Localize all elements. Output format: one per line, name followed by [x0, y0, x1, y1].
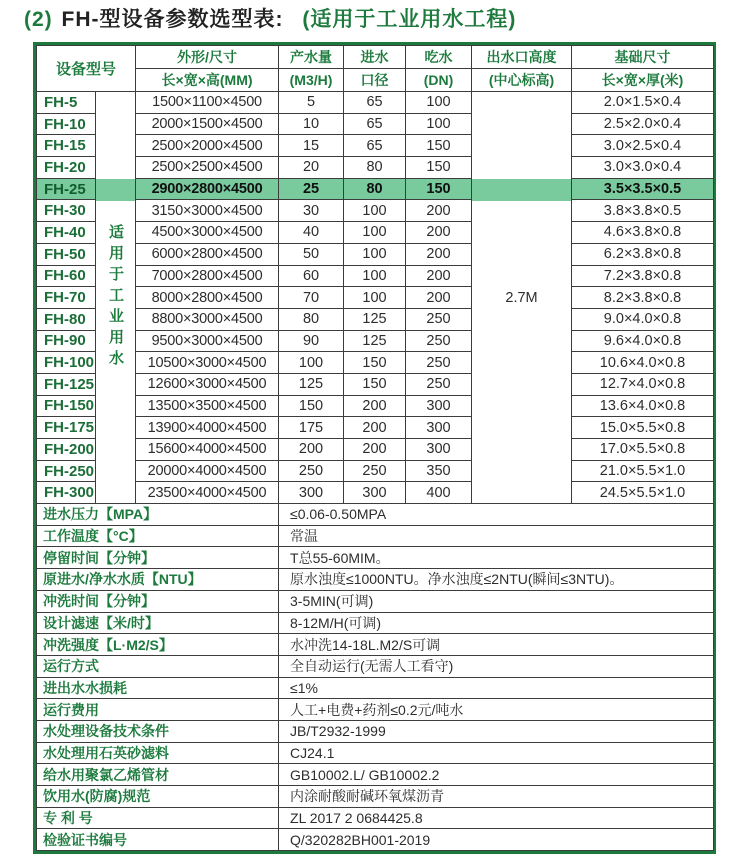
device-foundation: 9.6×4.0×0.8 [572, 330, 714, 352]
spec-value: 内涂耐酸耐碱环氧煤沥青 [279, 786, 714, 808]
table-row [37, 352, 714, 374]
device-model: FH-90 [37, 330, 96, 352]
spec-row [37, 612, 714, 634]
device-foundation: 2.0×1.5×0.4 [572, 92, 714, 114]
spec-label: 设计滤速【米/时】 [37, 612, 279, 634]
header-draft-top: 吃水 [406, 46, 472, 69]
spec-row [37, 569, 714, 591]
device-model: FH-175 [37, 417, 96, 439]
usage-merged-cell [96, 92, 136, 504]
device-draft-dn: 150 [406, 135, 472, 157]
spec-value: 全自动运行(无需人工看守) [279, 655, 714, 677]
device-foundation: 8.2×3.8×0.8 [572, 287, 714, 309]
device-inlet-diameter: 150 [344, 373, 406, 395]
title-index: (2) [24, 8, 53, 31]
device-dimensions: 20000×4000×4500 [136, 460, 279, 482]
device-model: FH-10 [37, 113, 96, 135]
header-outlet-unit: (中心标高) [472, 69, 572, 92]
device-foundation: 17.0×5.5×0.8 [572, 439, 714, 461]
table-row [37, 222, 714, 244]
device-draft-dn: 350 [406, 460, 472, 482]
device-model: FH-125 [37, 373, 96, 395]
spec-row [37, 677, 714, 699]
device-capacity: 175 [279, 417, 344, 439]
device-foundation: 12.7×4.0×0.8 [572, 373, 714, 395]
device-dimensions: 3150×3000×4500 [136, 200, 279, 222]
device-model: FH-40 [37, 222, 96, 244]
device-dimensions: 13500×3500×4500 [136, 395, 279, 417]
spec-value: JB/T2932-1999 [279, 720, 714, 742]
device-capacity: 40 [279, 222, 344, 244]
device-dimensions: 15600×4000×4500 [136, 439, 279, 461]
spec-label: 运行费用 [37, 699, 279, 721]
table-row [37, 200, 714, 222]
spec-row [37, 720, 714, 742]
device-foundation: 3.8×3.8×0.5 [572, 200, 714, 222]
spec-label: 水处理设备技术条件 [37, 720, 279, 742]
device-inlet-diameter: 125 [344, 330, 406, 352]
table-row [37, 330, 714, 352]
device-foundation: 15.0×5.5×0.8 [572, 417, 714, 439]
header-outlet-top: 出水口高度 [472, 46, 572, 69]
header-draft-unit: (DN) [406, 69, 472, 92]
device-dimensions: 2900×2800×4500 [136, 178, 279, 200]
spec-row [37, 590, 714, 612]
device-model: FH-30 [37, 200, 96, 222]
device-inlet-diameter: 100 [344, 222, 406, 244]
device-draft-dn: 100 [406, 113, 472, 135]
table-row [37, 460, 714, 482]
device-rows [37, 92, 714, 504]
fh-selection-table [36, 45, 714, 851]
device-dimensions: 23500×4000×4500 [136, 482, 279, 504]
device-foundation: 3.5×3.5×0.5 [572, 178, 714, 200]
device-model: FH-70 [37, 287, 96, 309]
spec-label: 给水用聚氯乙烯管材 [37, 764, 279, 786]
device-dimensions: 12600×3000×4500 [136, 373, 279, 395]
table-row [37, 265, 714, 287]
device-foundation: 3.0×2.5×0.4 [572, 135, 714, 157]
device-draft-dn: 200 [406, 243, 472, 265]
spec-row [37, 699, 714, 721]
device-inlet-diameter: 65 [344, 135, 406, 157]
device-inlet-diameter: 200 [344, 395, 406, 417]
spec-label: 水处理用石英砂滤料 [37, 742, 279, 764]
table-row [37, 178, 714, 200]
device-capacity: 60 [279, 265, 344, 287]
spec-label: 原进水/净水水质【NTU】 [37, 569, 279, 591]
spec-value: 人工+电费+药剂≤0.2元/吨水 [279, 699, 714, 721]
spec-row [37, 786, 714, 808]
device-draft-dn: 300 [406, 417, 472, 439]
device-draft-dn: 250 [406, 308, 472, 330]
spec-label: 饮用水(防腐)规范 [37, 786, 279, 808]
device-draft-dn: 250 [406, 373, 472, 395]
device-capacity: 5 [279, 92, 344, 114]
device-draft-dn: 150 [406, 178, 472, 200]
device-inlet-diameter: 200 [344, 417, 406, 439]
header-capacity-top: 产水量 [279, 46, 344, 69]
device-dimensions: 9500×3000×4500 [136, 330, 279, 352]
device-model: FH-15 [37, 135, 96, 157]
spec-value: ≤0.06-0.50MPA [279, 504, 714, 526]
device-capacity: 200 [279, 439, 344, 461]
spec-row [37, 807, 714, 829]
header-inlet-unit: 口径 [344, 69, 406, 92]
device-capacity: 50 [279, 243, 344, 265]
device-dimensions: 8800×3000×4500 [136, 308, 279, 330]
spec-label: 运行方式 [37, 655, 279, 677]
spec-value: 3-5MIN(可调) [279, 590, 714, 612]
spec-value: 8-12M/H(可调) [279, 612, 714, 634]
device-capacity: 80 [279, 308, 344, 330]
header-model: 设备型号 [37, 46, 136, 92]
table-row [37, 439, 714, 461]
spec-label: 停留时间【分钟】 [37, 547, 279, 569]
title-scope: (适用于工业用水工程) [302, 8, 517, 31]
device-model: FH-80 [37, 308, 96, 330]
device-capacity: 15 [279, 135, 344, 157]
table-row [37, 395, 714, 417]
spec-label: 进水压力【MPA】 [37, 504, 279, 526]
device-foundation: 9.0×4.0×0.8 [572, 308, 714, 330]
device-dimensions: 2500×2000×4500 [136, 135, 279, 157]
device-inlet-diameter: 300 [344, 482, 406, 504]
header-capacity-unit: (M3/H) [279, 69, 344, 92]
spec-row [37, 655, 714, 677]
table-row [37, 157, 714, 179]
table-row [37, 308, 714, 330]
spec-value: 水冲洗14-18L.M2/S可调 [279, 634, 714, 656]
device-capacity: 90 [279, 330, 344, 352]
device-inlet-diameter: 125 [344, 308, 406, 330]
header-dimensions-unit: 长×宽×高(MM) [136, 69, 279, 92]
device-model: FH-150 [37, 395, 96, 417]
spec-value: 原水浊度≤1000NTU。净水浊度≤2NTU(瞬间≤3NTU)。 [279, 569, 714, 591]
device-foundation: 21.0×5.5×1.0 [572, 460, 714, 482]
device-foundation: 10.6×4.0×0.8 [572, 352, 714, 374]
spec-value: GB10002.L/ GB10002.2 [279, 764, 714, 786]
page-title [24, 3, 516, 33]
device-inlet-diameter: 65 [344, 92, 406, 114]
spec-label: 工作温度【°C】 [37, 525, 279, 547]
device-dimensions: 2500×2500×4500 [136, 157, 279, 179]
header-foundation-top: 基础尺寸 [572, 46, 714, 69]
spec-rows [37, 504, 714, 851]
device-model: FH-250 [37, 460, 96, 482]
device-dimensions: 6000×2800×4500 [136, 243, 279, 265]
device-foundation: 13.6×4.0×0.8 [572, 395, 714, 417]
spec-label: 冲洗时间【分钟】 [37, 590, 279, 612]
device-capacity: 300 [279, 482, 344, 504]
device-inlet-diameter: 200 [344, 439, 406, 461]
device-draft-dn: 200 [406, 265, 472, 287]
device-inlet-diameter: 100 [344, 287, 406, 309]
device-capacity: 250 [279, 460, 344, 482]
device-capacity: 30 [279, 200, 344, 222]
spec-row [37, 764, 714, 786]
device-capacity: 100 [279, 352, 344, 374]
device-model: FH-50 [37, 243, 96, 265]
spec-value: ZL 2017 2 0684425.8 [279, 807, 714, 829]
device-foundation: 24.5×5.5×1.0 [572, 482, 714, 504]
device-draft-dn: 200 [406, 287, 472, 309]
device-draft-dn: 250 [406, 330, 472, 352]
device-model: FH-300 [37, 482, 96, 504]
header-dimensions-top: 外形/尺寸 [136, 46, 279, 69]
spec-row [37, 829, 714, 851]
spec-row [37, 547, 714, 569]
device-draft-dn: 400 [406, 482, 472, 504]
spec-row [37, 634, 714, 656]
header-foundation-unit: 长×宽×厚(米) [572, 69, 714, 92]
spec-value: 常温 [279, 525, 714, 547]
spec-value: T总55-60MIM。 [279, 547, 714, 569]
spec-value: ≤1% [279, 677, 714, 699]
table-row [37, 482, 714, 504]
device-draft-dn: 100 [406, 92, 472, 114]
device-inlet-diameter: 80 [344, 178, 406, 200]
spec-label: 专 利 号 [37, 807, 279, 829]
device-inlet-diameter: 65 [344, 113, 406, 135]
device-model: FH-5 [37, 92, 96, 114]
device-model: FH-200 [37, 439, 96, 461]
device-foundation: 7.2×3.8×0.8 [572, 265, 714, 287]
device-dimensions: 7000×2800×4500 [136, 265, 279, 287]
device-model: FH-25 [37, 178, 96, 200]
spec-label: 检验证书编号 [37, 829, 279, 851]
spec-label: 冲洗强度【L·M2/S】 [37, 634, 279, 656]
device-dimensions: 4500×3000×4500 [136, 222, 279, 244]
device-inlet-diameter: 250 [344, 460, 406, 482]
device-draft-dn: 200 [406, 222, 472, 244]
table-row [37, 92, 714, 114]
outlet-height-value: 2.7M [505, 289, 538, 306]
device-capacity: 25 [279, 178, 344, 200]
device-capacity: 10 [279, 113, 344, 135]
spec-row [37, 742, 714, 764]
spec-value: Q/320282BH001-2019 [279, 829, 714, 851]
spec-label: 进出水水损耗 [37, 677, 279, 699]
device-foundation: 3.0×3.0×0.4 [572, 157, 714, 179]
title-main: FH-型设备参数选型表: [61, 8, 284, 31]
table-row [37, 113, 714, 135]
device-foundation: 6.2×3.8×0.8 [572, 243, 714, 265]
device-dimensions: 2000×1500×4500 [136, 113, 279, 135]
device-inlet-diameter: 100 [344, 200, 406, 222]
device-dimensions: 8000×2800×4500 [136, 287, 279, 309]
device-model: FH-100 [37, 352, 96, 374]
device-inlet-diameter: 80 [344, 157, 406, 179]
device-capacity: 125 [279, 373, 344, 395]
device-draft-dn: 300 [406, 395, 472, 417]
table-row [37, 287, 714, 309]
device-draft-dn: 150 [406, 157, 472, 179]
outlet-height-merged-cell [472, 92, 572, 504]
header-inlet-top: 进水 [344, 46, 406, 69]
usage-vertical-label: 适用于工业用水 [107, 224, 125, 372]
spec-value: CJ24.1 [279, 742, 714, 764]
device-model: FH-60 [37, 265, 96, 287]
table-row [37, 243, 714, 265]
device-capacity: 20 [279, 157, 344, 179]
device-draft-dn: 300 [406, 439, 472, 461]
table-row [37, 373, 714, 395]
spec-row [37, 504, 714, 526]
device-foundation: 4.6×3.8×0.8 [572, 222, 714, 244]
device-inlet-diameter: 150 [344, 352, 406, 374]
parameter-table [33, 42, 716, 854]
table-row [37, 417, 714, 439]
table-row [37, 135, 714, 157]
device-draft-dn: 250 [406, 352, 472, 374]
device-draft-dn: 200 [406, 200, 472, 222]
device-dimensions: 1500×1100×4500 [136, 92, 279, 114]
device-capacity: 70 [279, 287, 344, 309]
device-capacity: 150 [279, 395, 344, 417]
device-inlet-diameter: 100 [344, 265, 406, 287]
device-dimensions: 13900×4000×4500 [136, 417, 279, 439]
spec-row [37, 525, 714, 547]
table-header [37, 46, 714, 92]
device-foundation: 2.5×2.0×0.4 [572, 113, 714, 135]
device-inlet-diameter: 100 [344, 243, 406, 265]
device-model: FH-20 [37, 157, 96, 179]
device-dimensions: 10500×3000×4500 [136, 352, 279, 374]
